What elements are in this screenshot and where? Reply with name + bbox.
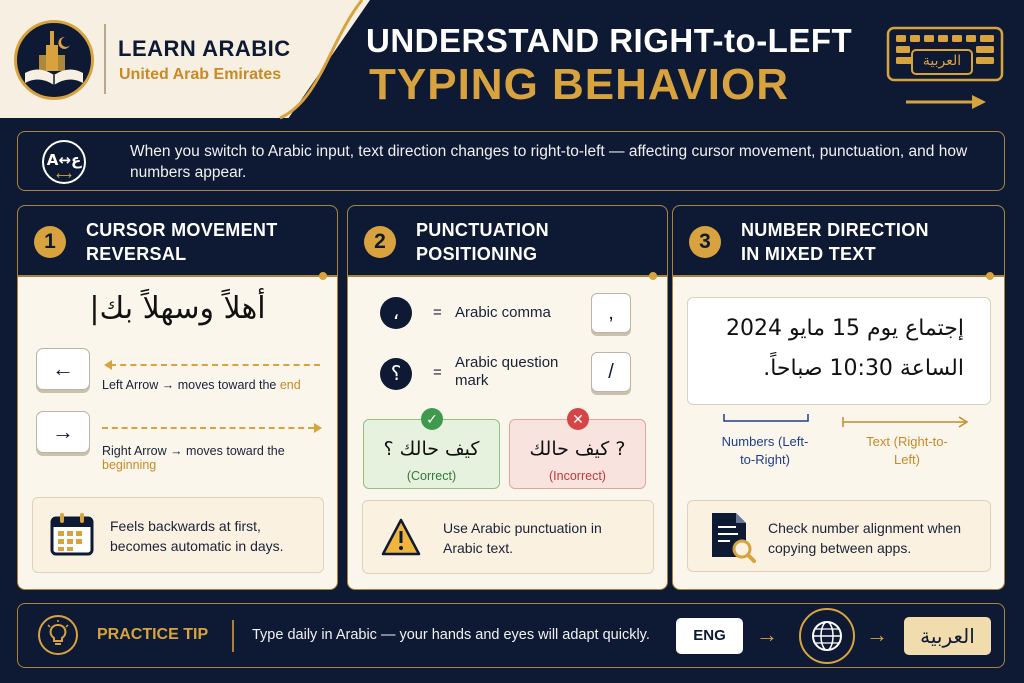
- card-title-line2: IN MIXED TEXT: [741, 244, 876, 264]
- left-caption-highlight: end: [279, 378, 301, 392]
- x-icon: ✕: [567, 408, 589, 430]
- slash-key: /: [591, 352, 631, 392]
- arrow-right-icon: →: [756, 622, 778, 647]
- card-title-line1: CURSOR MOVEMENT: [86, 220, 278, 240]
- practice-tip-title: PRACTICE TIP: [97, 626, 209, 643]
- right-caption-text: Right Arrow → moves toward the: [102, 444, 285, 458]
- note-box: [32, 497, 324, 573]
- globe-icon: [799, 608, 855, 664]
- arabic-key: العربية: [904, 617, 991, 655]
- document-search-icon: [708, 511, 756, 563]
- incorrect-label: (Incorrect): [549, 469, 606, 483]
- mixed-text-line2: الساعة 10:30 صباحاً.: [763, 356, 964, 381]
- card-title: [741, 218, 929, 266]
- left-caption-text: Left Arrow → moves toward the: [102, 378, 280, 392]
- text-rtl-label: Text (Right-to-Left): [866, 434, 948, 467]
- right-arrow-key: →: [36, 411, 90, 453]
- right-arrow-caption: [102, 444, 337, 472]
- right-arrowhead: [314, 423, 322, 433]
- arabic-question-symbol: ؟: [380, 358, 412, 390]
- calendar-icon: [49, 512, 95, 558]
- brand-subtitle: United Arab Emirates: [119, 66, 282, 83]
- arabic-question-label: Arabic question mark: [455, 354, 559, 389]
- card-title: [86, 218, 278, 266]
- intro-text: When you switch to Arabic input, text direction changes to right-to-left — affecting cursor movement, punctuation, and how numbers appear.: [130, 143, 968, 181]
- card-cursor-movement: [17, 205, 338, 590]
- card-title-line2: POSITIONING: [416, 244, 538, 264]
- left-arrowhead: [104, 360, 112, 370]
- language-switch-label: A↔ع: [46, 151, 82, 169]
- language-switch-icon: [42, 140, 86, 184]
- keyboard-icon-label: العربية: [922, 53, 962, 69]
- right-caption-highlight: beginning: [102, 458, 157, 472]
- card-header: [348, 206, 667, 277]
- card-title-line1: NUMBER DIRECTION: [741, 220, 929, 240]
- mixed-text-line1: إجتماع يوم 15 مايو 2024: [726, 316, 964, 341]
- step-number: 2: [364, 226, 396, 258]
- arabic-sample-text: أهلاً وسهلاً بك|: [89, 291, 266, 326]
- card-title-line1: PUNCTUATION: [416, 220, 549, 240]
- incorrect-example-text: كيف حالك ?: [529, 438, 626, 460]
- header-dot: [986, 272, 994, 280]
- practice-tip-bar: [17, 603, 1005, 668]
- card-number-direction: [672, 205, 1005, 590]
- brand-name: LEARN ARABIC: [118, 36, 291, 61]
- note-text: Feels backwards at first, becomes automatic in days.: [110, 518, 284, 554]
- main-title-line1: UNDERSTAND RIGHT-to-LEFT: [366, 22, 853, 59]
- header-dot: [319, 272, 327, 280]
- warning-icon: [381, 518, 421, 556]
- comma-key: ,: [591, 293, 631, 333]
- incorrect-example: [509, 411, 646, 489]
- header-dot: [649, 272, 657, 280]
- note-box: [362, 500, 654, 574]
- lightbulb-icon: [38, 615, 78, 655]
- card-title: [416, 218, 549, 266]
- burj-book-icon: [17, 23, 91, 97]
- equals-sign: =: [433, 364, 442, 381]
- check-icon: ✓: [421, 408, 443, 430]
- correct-label: (Correct): [406, 469, 457, 483]
- arabic-comma-label: Arabic comma: [455, 304, 551, 321]
- equals-sign: =: [433, 304, 442, 321]
- logo-divider: [104, 24, 106, 94]
- card-title-line2: REVERSAL: [86, 244, 187, 264]
- intro-banner: [17, 131, 1005, 191]
- correct-example: [363, 411, 500, 489]
- practice-tip-text: Type daily in Arabic — your hands and eyes will adapt quickly.: [252, 627, 650, 643]
- card-punctuation: [347, 205, 668, 590]
- arrow-right-icon: →: [866, 622, 888, 647]
- correct-example-text: كيف حالك ؟: [383, 438, 480, 460]
- card-header: [18, 206, 337, 277]
- logo-badge: [14, 20, 94, 100]
- numbers-bracket: [722, 412, 812, 424]
- eng-key: ENG: [676, 618, 743, 654]
- numbers-ltr-label: Numbers (Left-to-Right): [721, 434, 809, 467]
- arabic-comma-symbol: ،: [380, 297, 412, 329]
- card-header: [673, 206, 1004, 277]
- note-text: Use Arabic punctuation in Arabic text.: [443, 520, 602, 556]
- step-number: 3: [689, 226, 721, 258]
- right-dashed-line: [102, 427, 314, 429]
- text-direction-arrow: [841, 415, 975, 429]
- mixed-text-sample: [687, 297, 991, 405]
- left-arrow-key: ←: [36, 348, 90, 390]
- swap-arrows-icon: ⟷: [56, 170, 72, 182]
- keyboard-icon: [884, 24, 1008, 116]
- note-box: [687, 500, 991, 572]
- main-title-line2: TYPING BEHAVIOR: [369, 60, 790, 109]
- left-dashed-line: [110, 364, 320, 366]
- note-text: Check number alignment when copying between apps.: [768, 520, 961, 556]
- step-number: 1: [34, 226, 66, 258]
- tip-divider: [232, 620, 234, 652]
- left-arrow-caption: [102, 378, 301, 392]
